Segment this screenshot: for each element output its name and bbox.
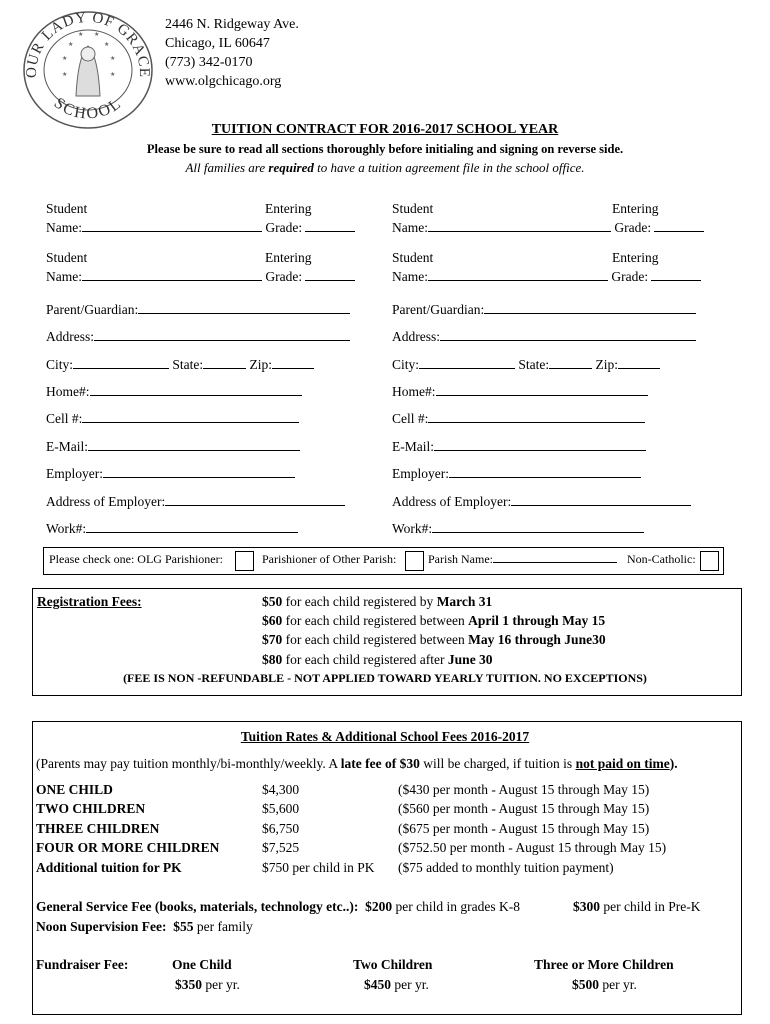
fundraiser-option-amount: $450 per yr. <box>364 977 429 992</box>
employer-address-field[interactable]: Address of Employer: <box>392 494 691 510</box>
address-field[interactable]: Address: <box>392 329 696 345</box>
svg-text:★: ★ <box>104 42 110 48</box>
svg-text:★: ★ <box>62 56 68 62</box>
general-service-fee-pk: $300 per child in Pre-K <box>573 899 701 914</box>
employer-address-field[interactable]: Address of Employer: <box>46 494 345 510</box>
school-website: www.olgchicago.org <box>165 74 282 89</box>
registration-fees-label: Registration Fees: <box>37 594 142 609</box>
rate-detail: ($430 per month - August 15 through May 15) <box>398 782 650 797</box>
registration-fee-row: $70 for each child registered between May 16 through June30 <box>262 632 606 647</box>
address-field[interactable]: Address: <box>46 329 350 345</box>
city-state-zip-field[interactable]: City: State: Zip: <box>392 357 660 373</box>
fundraiser-option-amount: $500 per yr. <box>572 977 637 992</box>
rate-detail: ($675 per month - August 15 through May 15) <box>398 821 650 836</box>
non-catholic-checkbox[interactable] <box>700 551 719 571</box>
rate-label: THREE CHILDREN <box>36 821 160 836</box>
rate-label: TWO CHILDREN <box>36 801 146 816</box>
home-phone-field[interactable]: Home#: <box>46 384 302 400</box>
student-label: Student <box>392 250 434 265</box>
noon-supervision-fee: Noon Supervision Fee: $55 per family <box>36 919 253 934</box>
student-label: Student <box>46 201 88 216</box>
parent-field[interactable]: Parent/Guardian: <box>392 302 696 318</box>
page-subtitle: Please be sure to read all sections thoroughly before initialing and signing on reverse side. <box>146 142 624 156</box>
student-name-field-4[interactable]: Name: Grade: <box>392 269 701 285</box>
registration-fee-row: $60 for each child registered between April 1 through May 15 <box>262 613 606 628</box>
general-service-fee: General Service Fee (books, materials, technology etc..): $200 per child in grades K-8 <box>36 899 520 914</box>
fundraiser-fee-label: Fundraiser Fee: <box>36 957 129 972</box>
work-phone-field[interactable]: Work#: <box>392 521 644 537</box>
address-line2: Chicago, IL 60647 <box>165 36 270 51</box>
rate-amount: $7,525 <box>262 840 300 855</box>
fundraiser-option-label: Three or More Children <box>534 957 674 972</box>
address-line1: 2446 N. Ridgeway Ave. <box>165 17 299 32</box>
entering-label: Entering <box>612 250 659 265</box>
olg-parishioner-option: Please check one: OLG Parishioner: <box>49 552 223 566</box>
svg-text:★: ★ <box>94 32 100 38</box>
city-state-zip-field[interactable]: City: State: Zip: <box>46 357 314 373</box>
svg-text:★: ★ <box>62 72 68 78</box>
fundraiser-option-amount: $350 per yr. <box>175 977 240 992</box>
entering-label: Entering <box>265 250 312 265</box>
registration-fee-note: (FEE IS NON -REFUNDABLE - NOT APPLIED TOWARD YEARLY TUITION. NO EXCEPTIONS) <box>123 671 647 685</box>
rate-amount: $750 per child in PK <box>262 860 375 875</box>
rate-detail: ($752.50 per month - August 15 through May 15) <box>398 840 667 855</box>
rate-amount: $5,600 <box>262 801 300 816</box>
school-address <box>165 15 299 91</box>
page-title: TUITION CONTRACT FOR 2016-2017 SCHOOL YEAR <box>211 122 559 137</box>
page-note: All families are required to have a tuition agreement file in the school office. <box>185 160 585 175</box>
rate-label: FOUR OR MORE CHILDREN <box>36 840 220 855</box>
rate-label: Additional tuition for PK <box>36 860 182 875</box>
svg-text:OUR LADY OF GRACE: OUR LADY OF GRACE <box>23 9 153 79</box>
cell-phone-field[interactable]: Cell #: <box>392 411 645 427</box>
svg-text:★: ★ <box>110 56 116 62</box>
fundraiser-option-label: One Child <box>172 957 232 972</box>
parish-name-field[interactable]: Parish Name: <box>428 552 617 567</box>
rate-detail: ($560 per month - August 15 through May 15) <box>398 801 650 816</box>
school-seal-logo <box>18 8 158 132</box>
work-phone-field[interactable]: Work#: <box>46 521 298 537</box>
rate-amount: $6,750 <box>262 821 300 836</box>
svg-text:★: ★ <box>68 42 74 48</box>
registration-fee-row: $80 for each child registered after June 30 <box>262 652 493 667</box>
student-label: Student <box>392 201 434 216</box>
home-phone-field[interactable]: Home#: <box>392 384 648 400</box>
fundraiser-option-label: Two Children <box>353 957 433 972</box>
registration-fee-row: $50 for each child registered by March 31 <box>262 594 493 609</box>
other-parish-option: Parishioner of Other Parish: <box>262 552 397 566</box>
employer-field[interactable]: Employer: <box>46 466 295 482</box>
rate-amount: $4,300 <box>262 782 300 797</box>
cell-phone-field[interactable]: Cell #: <box>46 411 299 427</box>
employer-field[interactable]: Employer: <box>392 466 641 482</box>
student-name-field-3[interactable]: Name: Grade: <box>46 269 355 285</box>
tuition-heading: Tuition Rates & Additional School Fees 2016-2017 <box>240 729 530 744</box>
entering-label: Entering <box>265 201 312 216</box>
non-catholic-option: Non-Catholic: <box>627 552 696 566</box>
svg-text:★: ★ <box>110 72 116 78</box>
parent-field[interactable]: Parent/Guardian: <box>46 302 350 318</box>
student-label: Student <box>46 250 88 265</box>
svg-text:SCHOOL: SCHOOL <box>50 94 126 123</box>
email-field[interactable]: E-Mail: <box>46 439 300 455</box>
rate-label: ONE CHILD <box>36 782 113 797</box>
student-name-field-2[interactable]: Name: Grade: <box>392 220 704 236</box>
tuition-intro: (Parents may pay tuition monthly/bi-monthly/weekly. A late fee of $30 will be charged, if tuition is not paid on time). <box>36 756 678 771</box>
school-phone: (773) 342-0170 <box>165 55 253 70</box>
rate-detail: ($75 added to monthly tuition payment) <box>398 860 614 875</box>
student-name-field-1[interactable]: Name: Grade: <box>46 220 355 236</box>
other-parish-checkbox[interactable] <box>405 551 424 571</box>
svg-text:★: ★ <box>78 32 84 38</box>
email-field[interactable]: E-Mail: <box>392 439 646 455</box>
entering-label: Entering <box>612 201 659 216</box>
olg-parishioner-checkbox[interactable] <box>235 551 254 571</box>
